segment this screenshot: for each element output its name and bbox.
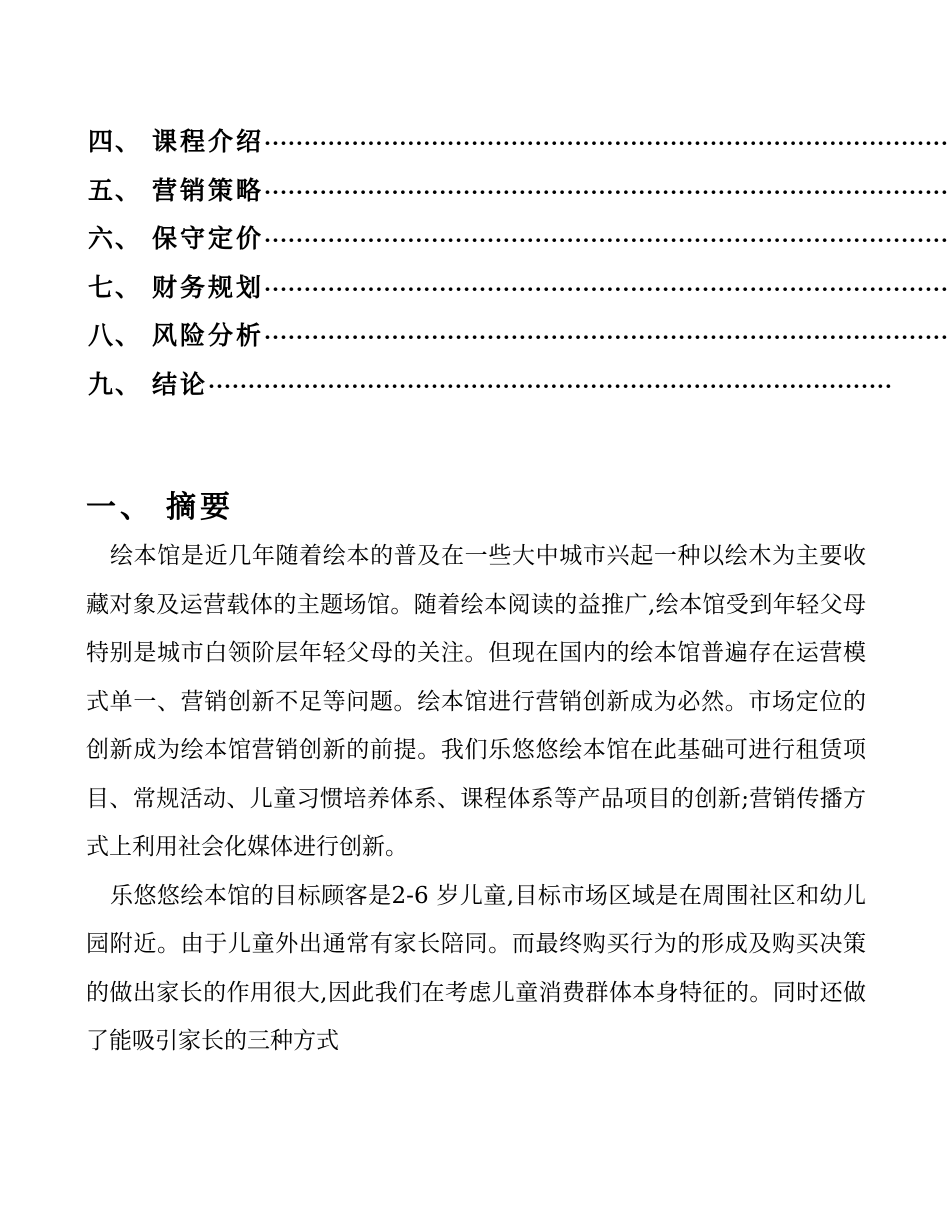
toc-entry-number: 八、 [88, 321, 143, 350]
toc-dot-leader: ······················································································ [264, 131, 949, 155]
body-paragraph: 乐悠悠绘本馆的目标顾客是2-6 岁儿童,目标市场区域是在周围社区和幼儿园附近。由于儿童外出通常有家长陪同。而最终购买行为的形成及购买决策的做出家长的作用很大,因此我们在考虑儿童消费群体本身特征的。同时还做了能吸引家长的三种方式 [86, 882, 866, 1054]
toc-entry-number: 四、 [88, 127, 143, 156]
toc-entry-label: 结论 [152, 369, 209, 399]
toc-entry-label: 营销策略 [152, 175, 265, 205]
section-title: 摘要 [166, 490, 234, 525]
toc-entry[interactable] [88, 167, 949, 216]
toc-dot-leader: ······················································································ [264, 325, 949, 349]
toc-entry-label: 风险分析 [152, 321, 265, 350]
section-heading [86, 482, 234, 526]
toc-dot-leader: ······················································································ [208, 373, 893, 398]
toc-dot-leader: ······················································································ [264, 276, 949, 301]
section-number: 一、 [86, 490, 154, 525]
toc-entry-label: 保守定价 [152, 224, 265, 253]
toc-entry-label: 课程介绍 [152, 127, 265, 156]
toc-entry[interactable] [88, 361, 893, 410]
toc-entry[interactable] [88, 264, 949, 313]
toc-entry[interactable] [88, 118, 949, 167]
toc-entry[interactable] [88, 312, 949, 361]
toc-entry-number: 五、 [88, 175, 143, 205]
toc-dot-leader: ······················································································ [264, 228, 949, 252]
section-body [86, 532, 866, 1066]
toc-entry-number: 七、 [88, 272, 143, 302]
table-of-contents [88, 118, 949, 409]
body-paragraph: 绘本馆是近几年随着绘本的普及在一些大中城市兴起一种以绘木为主要收藏对象及运营载体的主题场馆。随着绘本阅读的益推广,绘本馆受到年轻父母特别是城市白领阶层年轻父母的关注。但现在国内的绘本馆普遍存在运营模式单一、营销创新不足等问题。绘本馆进行营销创新成为必然。市场定位的创新成为绘本馆营销创新的前提。我们乐悠悠绘本馆在此基础可进行租赁项目、常规活动、儿童习惯培养体系、课程体系等产品项目的创新;营销传播方式上利用社会化媒体进行创新。 [86, 543, 866, 860]
toc-entry-label: 财务规划 [152, 272, 265, 302]
toc-entry-number: 九、 [88, 369, 143, 399]
toc-entry-number: 六、 [88, 224, 143, 253]
toc-entry[interactable] [88, 215, 949, 264]
toc-dot-leader: ······················································································ [264, 179, 949, 204]
